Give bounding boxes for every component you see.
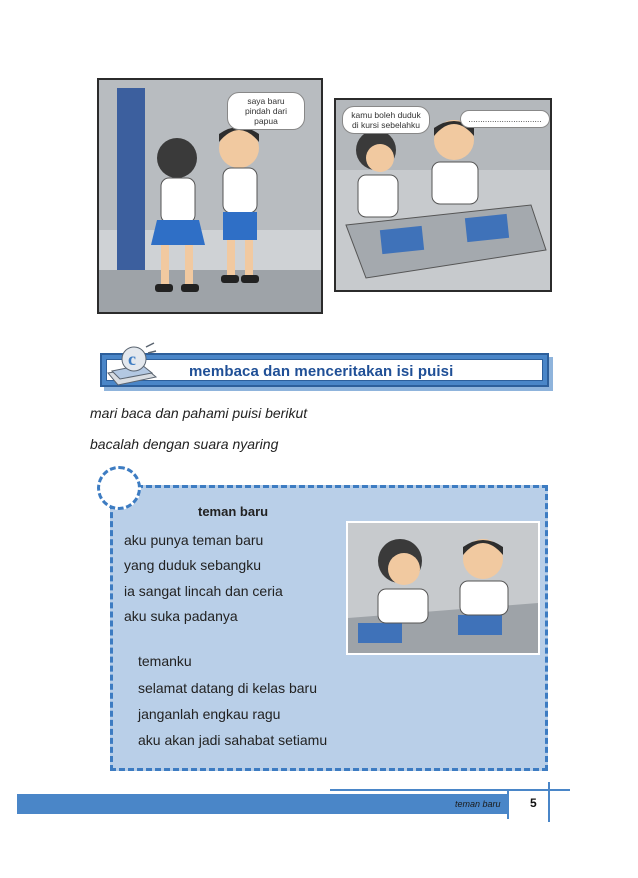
poem-line: aku akan jadi sahabat setiamu [138, 732, 328, 748]
section-title: membaca dan menceritakan isi puisi [189, 363, 454, 380]
page-number: 5 [530, 796, 537, 810]
intro-line-1: mari baca dan pahami puisi berikut [90, 405, 308, 421]
speech-bubble-left [227, 92, 305, 130]
svg-text:c: c [128, 349, 136, 369]
speech-text-left: saya baru pindah dari papua [244, 96, 288, 126]
speech-bubble-reply [460, 110, 550, 128]
intro-line-2: bacalah dengan suara nyaring [90, 436, 279, 452]
poem-line: selamat datang di kelas baru [138, 680, 317, 696]
poem-illustration [346, 521, 540, 655]
speech-bubble-right [342, 106, 430, 134]
footer-bar [17, 794, 507, 814]
poem-title: teman baru [198, 504, 269, 519]
section-heading-inner [106, 359, 543, 381]
poem-line: aku punya teman baru [124, 532, 264, 548]
poem-line: temanku [138, 653, 192, 669]
poem-line: yang duduk sebangku [124, 557, 261, 573]
illustration-door-meeting [97, 78, 323, 314]
illustration-classroom-desk [334, 98, 552, 292]
poem-line: ia sangat lincah dan ceria [124, 583, 283, 599]
children-at-desk-drawing [348, 523, 538, 653]
poem-line: aku suka padanya [124, 608, 238, 624]
notebook-icon [104, 341, 160, 387]
footer-divider [548, 782, 550, 822]
section-heading [100, 353, 549, 387]
footer-label: teman baru [455, 799, 501, 809]
speech-text-reply: ............................... [468, 114, 542, 124]
poem-circle-decoration [97, 466, 141, 510]
poem-line: janganlah engkau ragu [138, 706, 281, 722]
speech-text-right: kamu boleh duduk di kursi sebelahku [351, 110, 421, 130]
